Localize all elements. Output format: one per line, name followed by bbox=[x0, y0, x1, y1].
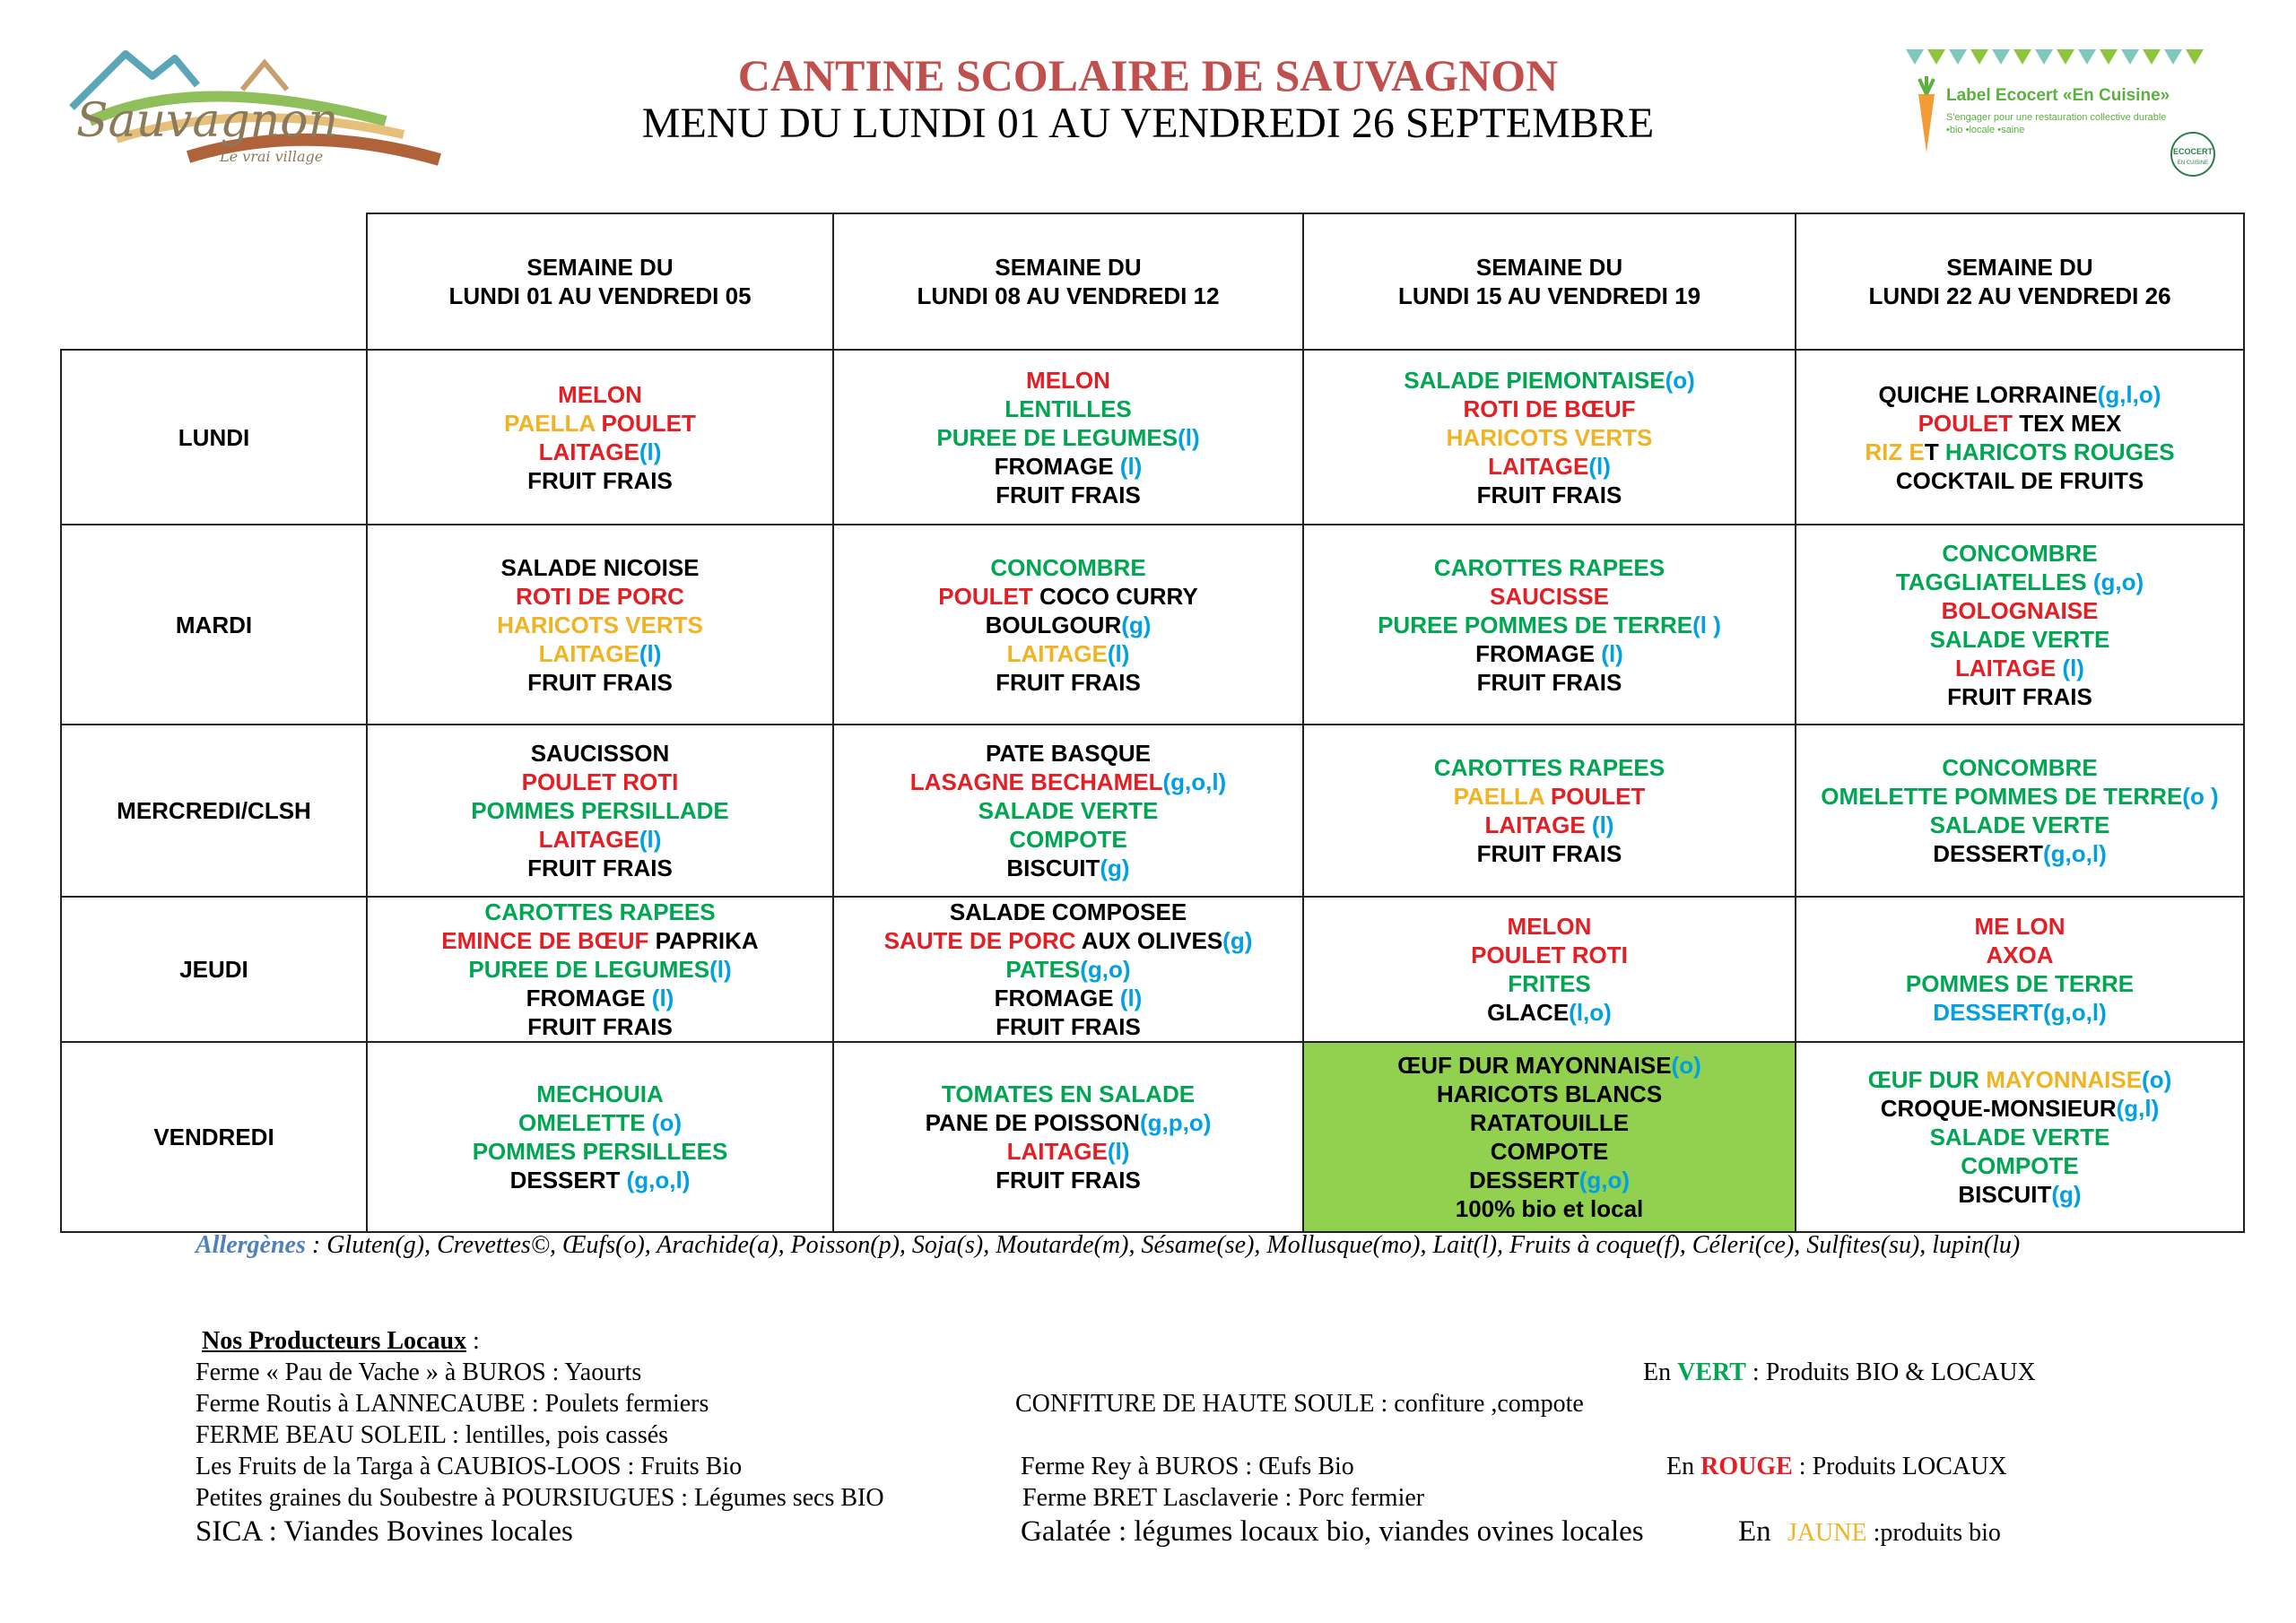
dish: PATES bbox=[1005, 956, 1081, 983]
dish: COMPOTE bbox=[1961, 1152, 2079, 1179]
dish: OMELETTE POMMES DE TERRE bbox=[1821, 783, 2183, 810]
menu-cell bbox=[1303, 350, 1796, 525]
dish: HARICOTS VERTS bbox=[1446, 423, 1653, 451]
menu-cell bbox=[1303, 525, 1796, 725]
dish: ROTI DE PORC bbox=[516, 582, 684, 610]
legend-en: En bbox=[1666, 1453, 1701, 1480]
dish: FROMAGE bbox=[994, 452, 1120, 480]
dish: BOULGOUR bbox=[985, 611, 1122, 638]
dish: PATE BASQUE bbox=[986, 740, 1151, 767]
allergen: (g,p,o) bbox=[1139, 1109, 1212, 1136]
legend-rouge bbox=[1666, 1453, 2007, 1481]
allergen: (g) bbox=[1100, 855, 1130, 881]
allergen: (g,o) bbox=[1578, 1167, 1631, 1193]
dish: PUREE POMMES DE TERRE bbox=[1378, 611, 1693, 638]
producers-colon: : bbox=[466, 1327, 480, 1355]
dish: LAITAGE bbox=[1006, 1138, 1108, 1165]
allergen: (g,l) bbox=[2116, 1095, 2160, 1122]
logo-tagline: Le vrai village bbox=[220, 148, 324, 165]
dish: SALADE PIEMONTAISE bbox=[1404, 366, 1665, 394]
dish: FRUIT FRAIS bbox=[527, 466, 673, 494]
allergen: (o) bbox=[1665, 366, 1695, 394]
dish: SALADE VERTE bbox=[1929, 625, 2110, 653]
producer-line: CONFITURE DE HAUTE SOULE : confiture ,compote bbox=[1015, 1390, 1584, 1418]
week-line1: SEMAINE DU bbox=[1946, 254, 2093, 281]
dish: TOMATES EN SALADE bbox=[941, 1081, 1196, 1107]
dish: FRUIT FRAIS bbox=[996, 668, 1141, 696]
dish: COCKTAIL DE FRUITS bbox=[1895, 466, 2144, 494]
menu-cell bbox=[833, 1042, 1303, 1232]
dish: COMPOTE bbox=[1009, 826, 1127, 853]
allergen: (g,l,o) bbox=[2097, 380, 2161, 408]
allergen: (o) bbox=[1671, 1052, 1701, 1079]
dish: DESSERT(g,o,l) bbox=[1933, 999, 2107, 1026]
ecocert-badge-sub: EN CUISINE bbox=[2177, 161, 2209, 166]
week-header-row bbox=[61, 213, 2244, 350]
allergen: (g,o,l) bbox=[626, 1167, 691, 1193]
day-row-mardi bbox=[61, 525, 2244, 725]
allergen: (l) bbox=[639, 826, 662, 853]
ecocert-text-1: S'engager pour une restauration collective durable bbox=[1946, 112, 2167, 123]
dish: DESSERT bbox=[1933, 840, 2044, 867]
week-header-3 bbox=[1303, 213, 1796, 350]
menu-cell bbox=[833, 525, 1303, 725]
producer-line: SICA : Viandes Bovines locales bbox=[196, 1515, 573, 1548]
dish: SAUCISSE bbox=[1490, 582, 1609, 610]
dish: FRUIT FRAIS bbox=[1476, 840, 1622, 867]
dish: FRUIT FRAIS bbox=[1947, 682, 2092, 710]
dish: LENTILLES bbox=[1004, 395, 1132, 422]
dish: SALADE VERTE bbox=[1929, 1124, 2110, 1150]
allergen: (g,o,l) bbox=[2043, 840, 2107, 867]
dish: CAROTTES RAPEES bbox=[484, 898, 716, 925]
dish: FROMAGE bbox=[1475, 639, 1602, 667]
dish: FRUIT FRAIS bbox=[996, 1013, 1141, 1040]
day-label: JEUDI bbox=[61, 897, 367, 1042]
allergen: (g) bbox=[1121, 611, 1152, 638]
dish: OMELETTE bbox=[518, 1109, 652, 1136]
producer-line: Ferme Routis à LANNECAUBE : Poulets fermiers bbox=[196, 1390, 709, 1418]
menu-cell-bio bbox=[1303, 1042, 1796, 1232]
dish: POMMES PERSILLEES bbox=[472, 1138, 728, 1165]
day-label: LUNDI bbox=[61, 350, 367, 525]
allergen: (l) bbox=[1107, 639, 1130, 667]
week-line1: SEMAINE DU bbox=[1475, 254, 1623, 281]
dish: FROMAGE bbox=[526, 985, 652, 1011]
legend-en: En bbox=[1738, 1515, 1779, 1548]
producer-line: FERME BEAU SOLEIL : lentilles, pois cassés bbox=[196, 1421, 669, 1449]
week-line2: LUNDI 08 AU VENDREDI 12 bbox=[917, 282, 1220, 309]
dish: HARICOTS ROUGES bbox=[1938, 438, 2175, 465]
dish: T bbox=[1924, 438, 1939, 465]
day-row-mercredi bbox=[61, 725, 2244, 897]
menu-cell bbox=[1796, 525, 2244, 725]
producer-line: Petites graines du Soubestre à POURSIUGUES : Légumes secs BIO bbox=[196, 1484, 884, 1512]
day-label: VENDREDI bbox=[61, 1042, 367, 1232]
allergen: (o) bbox=[2142, 1066, 2172, 1093]
day-label: MARDI bbox=[61, 525, 367, 725]
menu-cell bbox=[833, 725, 1303, 897]
dish: FRITES bbox=[1508, 970, 1591, 997]
dish: LASAGNE BECHAMEL bbox=[909, 768, 1163, 795]
allergen: (l) bbox=[1119, 452, 1143, 480]
legend-jaune-text: :produits bio bbox=[1866, 1519, 2001, 1547]
dish: LAITAGE bbox=[1484, 812, 1592, 838]
dish: BISCUIT bbox=[1006, 855, 1100, 881]
producer-line: Ferme Rey à BUROS : Œufs Bio bbox=[1021, 1453, 1354, 1480]
week-line2: LUNDI 22 AU VENDREDI 26 bbox=[1868, 282, 2171, 309]
legend-jaune bbox=[1738, 1515, 2001, 1549]
week-header-4 bbox=[1796, 213, 2244, 350]
allergen: (l) bbox=[639, 639, 662, 667]
menu-cell bbox=[367, 525, 833, 725]
dish: FRUIT FRAIS bbox=[1476, 668, 1622, 696]
allergen: (o) bbox=[651, 1109, 682, 1136]
dish: FRUIT FRAIS bbox=[527, 855, 673, 881]
legend-vert-word: VERT bbox=[1677, 1358, 1746, 1386]
menu-cell bbox=[833, 897, 1303, 1042]
allergen: (g,o) bbox=[1080, 956, 1131, 983]
producer-line: Ferme BRET Lasclaverie : Porc fermier bbox=[1022, 1484, 1425, 1512]
dish: CAROTTES RAPEES bbox=[1433, 754, 1665, 781]
allergen: (l) bbox=[2062, 654, 2084, 681]
allergen: (g) bbox=[2051, 1181, 2082, 1208]
dish: BISCUIT bbox=[1958, 1181, 2052, 1208]
dish: SALADE VERTE bbox=[978, 797, 1159, 824]
dish: GLACE bbox=[1487, 999, 1570, 1026]
allergens-text: : Gluten(g), Crevettes©, Œufs(o), Arachide(a), Poisson(p), Soja(s), Moutarde(m), Sésame(se), Mollusque(mo), Lait(l), Fruits à coque(f), Céleri(ce), Sulfites(su), lupin(lu) bbox=[305, 1231, 2021, 1259]
producer-line: Les Fruits de la Targa à CAUBIOS-LOOS : Fruits Bio bbox=[196, 1453, 743, 1480]
ecocert-badge: ECOCERT bbox=[2172, 147, 2213, 156]
dish: RIZ E bbox=[1865, 438, 1925, 465]
dish: CONCOMBRE bbox=[1942, 754, 2098, 781]
dish: QUICHE LORRAINE bbox=[1878, 380, 2098, 408]
week-line1: SEMAINE DU bbox=[995, 254, 1142, 281]
allergen: (l) bbox=[1588, 452, 1611, 480]
menu-cell bbox=[1303, 897, 1796, 1042]
legend-vert-text: : Produits BIO & LOCAUX bbox=[1745, 1358, 2036, 1386]
dish: AUX OLIVES bbox=[1075, 927, 1223, 954]
legend-en: En bbox=[1643, 1358, 1678, 1386]
dish: HARICOTS VERTS bbox=[497, 611, 703, 638]
dish: LAITAGE bbox=[538, 639, 639, 667]
dish: SALADE NICOISE bbox=[500, 553, 700, 581]
week-header-1 bbox=[367, 213, 833, 350]
dish: MELON bbox=[558, 380, 642, 408]
producer-line: Galatée : légumes locaux bio, viandes ovines locales bbox=[1021, 1515, 1644, 1548]
dish: POULET bbox=[1918, 409, 2013, 437]
allergen: (o ) bbox=[2182, 783, 2219, 810]
dish: ŒUF DUR MAYONNAISE bbox=[1397, 1052, 1672, 1079]
dish: FRUIT FRAIS bbox=[1476, 481, 1622, 508]
dish: MELON bbox=[1026, 366, 1110, 394]
page-subtitle: MENU DU LUNDI 01 AU VENDREDI 26 SEPTEMBRE bbox=[641, 100, 1655, 147]
dish: PAELLA bbox=[1453, 783, 1544, 810]
week-line2: LUNDI 15 AU VENDREDI 19 bbox=[1397, 282, 1701, 309]
menu-cell bbox=[367, 897, 833, 1042]
dish: LAITAGE bbox=[1955, 654, 2063, 681]
dish: POULET bbox=[1544, 783, 1646, 810]
dish: COMPOTE bbox=[1490, 1138, 1609, 1165]
dish: FRUIT FRAIS bbox=[996, 1167, 1141, 1193]
allergens-note bbox=[196, 1230, 2151, 1261]
menu-table bbox=[60, 213, 2245, 1233]
dish: MELON bbox=[1507, 913, 1592, 940]
dish: LAITAGE bbox=[538, 826, 639, 853]
menu-cell bbox=[1796, 897, 2244, 1042]
day-label: MERCREDI/CLSH bbox=[61, 725, 367, 897]
dish: SALADE COMPOSEE bbox=[949, 898, 1187, 925]
day-row-vendredi bbox=[61, 1042, 2244, 1232]
dish: COCO CURRY bbox=[1032, 582, 1198, 610]
bunting-icon bbox=[1906, 49, 2204, 65]
dish: POMMES DE TERRE bbox=[1905, 970, 2135, 997]
allergen: (l ) bbox=[1692, 611, 1721, 638]
dish: CROQUE-MONSIEUR bbox=[1880, 1095, 2117, 1122]
ecocert-label: Label Ecocert «En Cuisine» bbox=[1946, 86, 2170, 105]
allergen: (l) bbox=[1107, 1138, 1130, 1165]
dish: POMMES PERSILLADE bbox=[471, 797, 729, 824]
dish: HARICOTS BLANCS bbox=[1436, 1081, 1663, 1107]
dish: POULET ROTI bbox=[521, 768, 679, 795]
week-header-2 bbox=[833, 213, 1303, 350]
menu-cell bbox=[367, 725, 833, 897]
legend-vert bbox=[1643, 1358, 2036, 1387]
allergen: (l) bbox=[1591, 812, 1614, 838]
dish: EMINCE DE BŒUF bbox=[441, 927, 649, 954]
day-row-lundi bbox=[61, 350, 2244, 525]
dish: ROTI DE BŒUF bbox=[1463, 395, 1636, 422]
dish: PUREE DE LEGUMES bbox=[936, 423, 1178, 451]
menu-cell bbox=[1796, 1042, 2244, 1232]
dish: CAROTTES RAPEES bbox=[1433, 553, 1665, 581]
carrot-icon bbox=[1918, 76, 1935, 152]
allergen: (l) bbox=[639, 438, 662, 465]
allergen: (l) bbox=[1601, 639, 1623, 667]
dish: CONCOMBRE bbox=[1942, 539, 2098, 567]
day-row-jeudi bbox=[61, 897, 2244, 1042]
allergens-label: Allergènes bbox=[196, 1231, 306, 1259]
dish: DESSERT bbox=[509, 1167, 627, 1193]
dish: CONCOMBRE bbox=[990, 553, 1146, 581]
ecocert-logo bbox=[1906, 45, 2251, 179]
week-line1: SEMAINE DU bbox=[526, 254, 674, 281]
dish: RATATOUILLE bbox=[1469, 1109, 1630, 1136]
legend-rouge-text: : Produits LOCAUX bbox=[1792, 1453, 2007, 1480]
dish: BOLOGNAISE bbox=[1941, 596, 2099, 624]
dish: POULET bbox=[601, 409, 696, 437]
page-title: CANTINE SCOLAIRE DE SAUVAGNON bbox=[737, 50, 1559, 100]
allergen: (l) bbox=[651, 985, 674, 1011]
dish: SAUTE DE PORC bbox=[883, 927, 1076, 954]
menu-cell bbox=[1796, 350, 2244, 525]
dish: ME LON bbox=[1974, 913, 2066, 940]
logo-text: Sauvagnon bbox=[76, 94, 339, 148]
dish: DESSERT bbox=[1468, 1167, 1579, 1193]
allergen: (l,o) bbox=[1569, 999, 1612, 1026]
menu-cell bbox=[367, 350, 833, 525]
dish: SAUCISSON bbox=[530, 740, 670, 767]
producer-line: Ferme « Pau de Vache » à BUROS : Yaourts bbox=[196, 1358, 642, 1386]
menu-cell bbox=[1303, 725, 1796, 897]
dish: SALADE VERTE bbox=[1929, 812, 2110, 838]
corner-cell bbox=[61, 213, 367, 350]
producers-title: Nos Producteurs Locaux bbox=[202, 1327, 467, 1355]
dish: PUREE DE LEGUMES bbox=[468, 956, 710, 983]
dish: MAYONNAISE bbox=[1986, 1066, 2143, 1093]
allergen: (l) bbox=[1178, 423, 1200, 451]
allergen: (g,o) bbox=[2092, 568, 2144, 595]
dish: TAGGLIATELLES bbox=[1895, 568, 2093, 595]
dish: LAITAGE bbox=[1488, 452, 1589, 480]
allergen: (g,o,l) bbox=[1162, 768, 1227, 795]
dish: FRUIT FRAIS bbox=[527, 1013, 673, 1040]
dish: FROMAGE bbox=[994, 985, 1120, 1011]
dish: POULET bbox=[938, 582, 1033, 610]
dish: POULET ROTI bbox=[1471, 942, 1628, 968]
legend-jaune-word: JAUNE bbox=[1787, 1519, 1867, 1547]
week-line2: LUNDI 01 AU VENDREDI 05 bbox=[448, 282, 752, 309]
dish: PAPRIKA bbox=[648, 927, 759, 954]
dish: ŒUF DUR bbox=[1867, 1066, 1987, 1093]
legend-rouge-word: ROUGE bbox=[1700, 1453, 1793, 1480]
dish: FRUIT FRAIS bbox=[996, 481, 1141, 508]
dish: LAITAGE bbox=[538, 438, 639, 465]
dish: LAITAGE bbox=[1006, 639, 1108, 667]
allergen: (l) bbox=[709, 956, 732, 983]
allergen: (l) bbox=[1119, 985, 1143, 1011]
menu-cell bbox=[367, 1042, 833, 1232]
menu-cell bbox=[1796, 725, 2244, 897]
dish: MECHOUIA bbox=[536, 1081, 664, 1107]
producers-heading bbox=[202, 1327, 480, 1356]
dish: PANE DE POISSON bbox=[925, 1109, 1140, 1136]
dish: FRUIT FRAIS bbox=[527, 668, 673, 696]
menu-cell bbox=[833, 350, 1303, 525]
allergen: (g) bbox=[1222, 927, 1253, 954]
dish: AXOA bbox=[1986, 942, 2054, 968]
ecocert-text-2: •bio •locale •saine bbox=[1946, 125, 2025, 135]
dish: TEX MEX bbox=[2013, 409, 2122, 437]
dish: PAELLA bbox=[504, 409, 596, 437]
bio-note: 100% bio et local bbox=[1455, 1195, 1644, 1222]
